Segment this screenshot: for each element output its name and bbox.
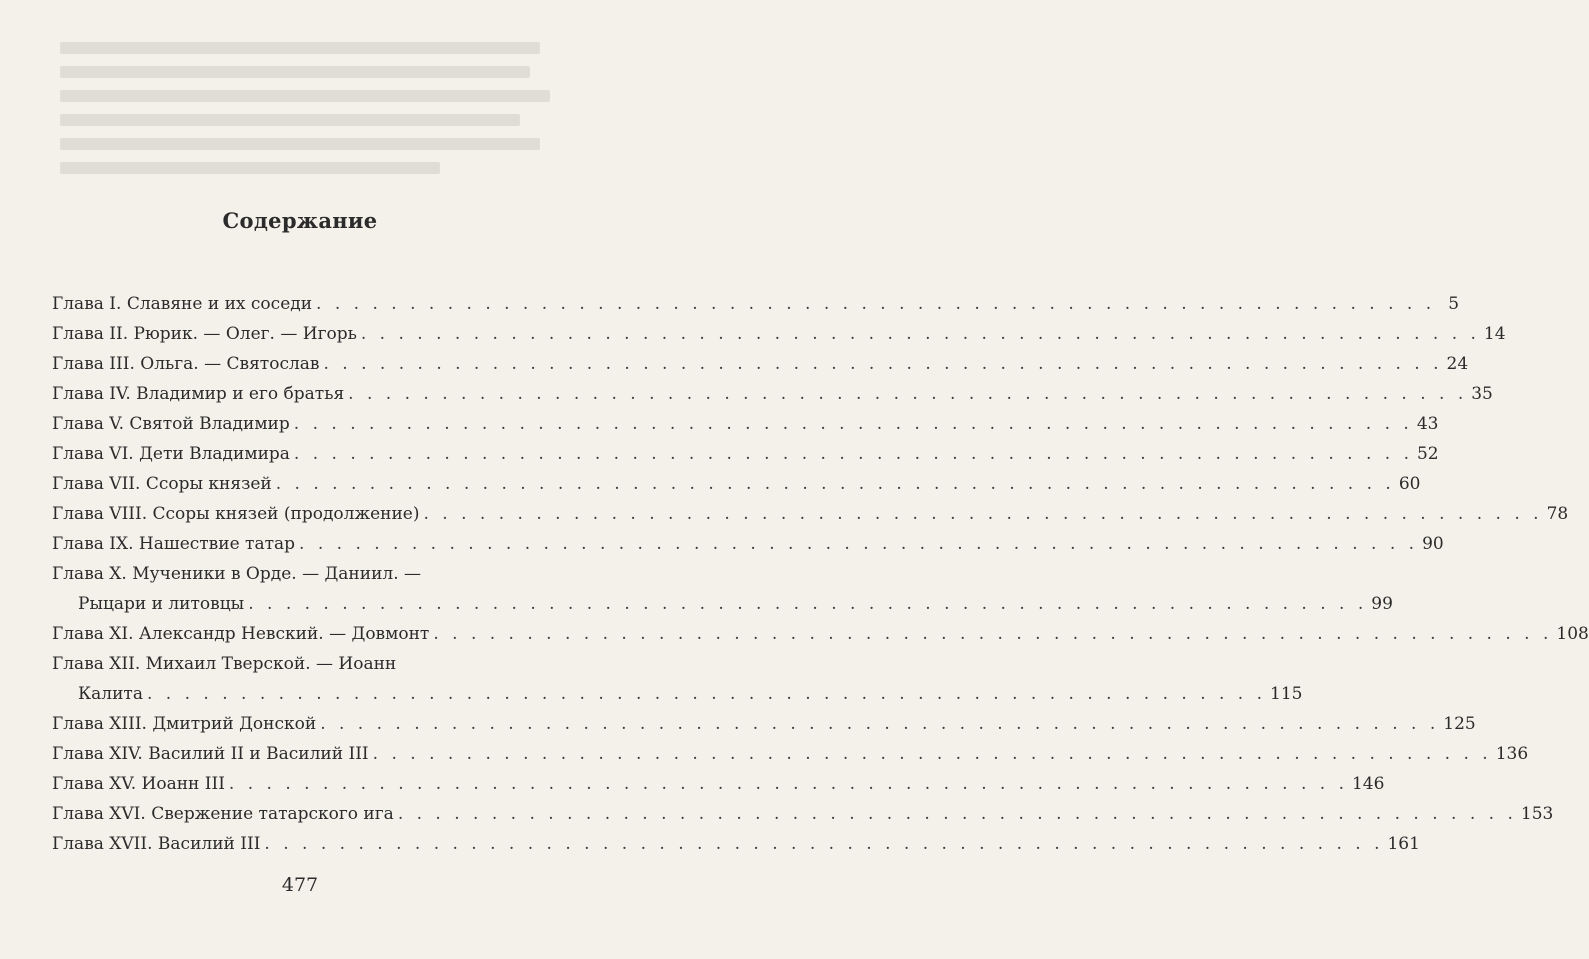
toc-entry-title: Глава XII. Михаил Тверской. — Иоанн bbox=[52, 654, 397, 674]
toc-entry bbox=[52, 624, 1589, 654]
dot-leader: . . . . . . . . . . . . . . . . . . . . . . . . . . . . . . . . . . . . . . . . . . . . . . . . . . . . . . . . . . . . bbox=[228, 774, 1348, 794]
dot-leader: . . . . . . . . . . . . . . . . . . . . . . . . . . . . . . . . . . . . . . . . . . . . . . . . . . . . . . . . . . . . bbox=[293, 444, 1413, 464]
toc-entry-title: Глава X. Мученики в Орде. — Даниил. — bbox=[52, 564, 422, 584]
toc-entry bbox=[52, 474, 1421, 504]
dot-leader: . . . . . . . . . . . . . . . . . . . . . . . . . . . . . . . . . . . . . . . . . . . . . . . . . . . . . . . . . . . . bbox=[275, 474, 1395, 494]
toc-entry-page: 115 bbox=[1270, 684, 1303, 704]
toc-entry-page: 108 bbox=[1556, 624, 1589, 644]
dot-leader: . . . . . . . . . . . . . . . . . . . . . . . . . . . . . . . . . . . . . . . . . . . . . . . . . . . . . . . . . . . . bbox=[397, 804, 1517, 824]
toc-entry-title: Глава VI. Дети Владимира bbox=[52, 444, 290, 464]
dot-leader: . . . . . . . . . . . . . . . . . . . . . . . . . . . . . . . . . . . . . . . . . . . . . . . . . . . . . . . . . . . . bbox=[248, 594, 1368, 614]
dot-leader: . . . . . . . . . . . . . . . . . . . . . . . . . . . . . . . . . . . . . . . . . . . . . . . . . . . . . . . . . . . . bbox=[264, 834, 1384, 854]
toc-entry bbox=[52, 384, 1493, 414]
show-through-text bbox=[0, 0, 600, 200]
toc-entry-title: Глава XI. Александр Невский. — Довмонт bbox=[52, 624, 430, 644]
table-of-contents bbox=[52, 294, 1589, 864]
page-number: 477 bbox=[281, 874, 319, 896]
toc-entry-title: Глава II. Рюрик. — Олег. — Игорь bbox=[52, 324, 357, 344]
dot-leader: . . . . . . . . . . . . . . . . . . . . . . . . . . . . . . . . . . . . . . . . . . . . . . . . . . . . . . . . . . . . bbox=[423, 504, 1543, 524]
toc-entry-title: Глава XV. Иоанн III bbox=[52, 774, 225, 794]
toc-entry-title: Глава V. Святой Владимир bbox=[52, 414, 290, 434]
toc-entry bbox=[52, 444, 1439, 474]
dot-leader: . . . . . . . . . . . . . . . . . . . . . . . . . . . . . . . . . . . . . . . . . . . . . . . . . . . . . . . . . . . . bbox=[316, 294, 1436, 314]
toc-entry bbox=[52, 504, 1569, 534]
page-title: Содержание bbox=[222, 208, 378, 233]
toc-entry-title: Глава XIII. Дмитрий Донской bbox=[52, 714, 317, 734]
toc-entry bbox=[52, 744, 1529, 774]
dot-leader: . . . . . . . . . . . . . . . . . . . . . . . . . . . . . . . . . . . . . . . . . . . . . . . . . . . . . . . . . . . . bbox=[348, 384, 1468, 404]
dot-leader: . . . . . . . . . . . . . . . . . . . . . . . . . . . . . . . . . . . . . . . . . . . . . . . . . . . . . . . . . . . . bbox=[146, 684, 1267, 704]
toc-entry-page: 78 bbox=[1546, 504, 1569, 524]
toc-entry-title: Рыцари и литовцы bbox=[78, 594, 245, 614]
toc-entry bbox=[52, 684, 1303, 714]
toc-entry-page: 52 bbox=[1416, 444, 1439, 464]
toc-entry-title: Глава VIII. Ссоры князей (продолжение) bbox=[52, 504, 420, 524]
toc-entry-page: 146 bbox=[1351, 774, 1385, 794]
toc-entry bbox=[52, 564, 522, 594]
toc-entry-page: 35 bbox=[1471, 384, 1493, 404]
dot-leader: . . . . . . . . . . . . . . . . . . . . . . . . . . . . . . . . . . . . . . . . . . . . . . . . . . . . . . . . . . . . bbox=[320, 714, 1440, 734]
toc-entry-title: Глава III. Ольга. — Святослав bbox=[52, 354, 320, 374]
toc-entry-page: 153 bbox=[1520, 804, 1554, 824]
toc-entry-title: Калита bbox=[78, 684, 143, 704]
toc-entry bbox=[52, 294, 1460, 324]
toc-entry-title: Глава I. Славяне и их соседи bbox=[52, 294, 313, 314]
toc-entry bbox=[52, 774, 1385, 804]
toc-entry bbox=[52, 354, 1469, 384]
toc-entry bbox=[52, 834, 1420, 864]
dot-leader: . . . . . . . . . . . . . . . . . . . . . . . . . . . . . . . . . . . . . . . . . . . . . . . . . . . . . . . . . . . . bbox=[433, 624, 1553, 644]
toc-entry-page: 14 bbox=[1483, 324, 1506, 344]
dot-leader: . . . . . . . . . . . . . . . . . . . . . . . . . . . . . . . . . . . . . . . . . . . . . . . . . . . . . . . . . . . . bbox=[372, 744, 1492, 764]
toc-entry-title: Глава IV. Владимир и его братья bbox=[52, 384, 345, 404]
toc-entry bbox=[52, 654, 522, 684]
toc-entry-page: 43 bbox=[1416, 414, 1439, 434]
toc-entry-title: Глава XIV. Василий II и Василий III bbox=[52, 744, 369, 764]
toc-entry bbox=[52, 414, 1439, 444]
dot-leader: . . . . . . . . . . . . . . . . . . . . . . . . . . . . . . . . . . . . . . . . . . . . . . . . . . . . . . . . . . . . bbox=[323, 354, 1443, 374]
toc-entry-page: 161 bbox=[1387, 834, 1420, 854]
toc-entry-page: 24 bbox=[1446, 354, 1469, 374]
toc-entry-page: 60 bbox=[1398, 474, 1421, 494]
toc-entry-page: 90 bbox=[1422, 534, 1444, 554]
toc-entry-page: 125 bbox=[1443, 714, 1476, 734]
dot-leader: . . . . . . . . . . . . . . . . . . . . . . . . . . . . . . . . . . . . . . . . . . . . . . . . . . . . . . . . . . . . bbox=[293, 414, 1413, 434]
toc-entry-title: Глава VII. Ссоры князей bbox=[52, 474, 272, 494]
toc-entry bbox=[52, 804, 1554, 834]
dot-leader: . . . . . . . . . . . . . . . . . . . . . . . . . . . . . . . . . . . . . . . . . . . . . . . . . . . . . . . . . . . . bbox=[299, 534, 1419, 554]
toc-entry bbox=[52, 594, 1393, 624]
toc-entry-title: Глава IX. Нашествие татар bbox=[52, 534, 296, 554]
toc-entry bbox=[52, 324, 1506, 354]
toc-entry-title: Глава XVI. Свержение татарского ига bbox=[52, 804, 394, 824]
toc-entry-title: Глава XVII. Василий III bbox=[52, 834, 261, 854]
dot-leader: . . . . . . . . . . . . . . . . . . . . . . . . . . . . . . . . . . . . . . . . . . . . . . . . . . . . . . . . . . . . bbox=[360, 324, 1480, 344]
toc-entry-page: 5 bbox=[1448, 294, 1460, 314]
toc-entry bbox=[52, 714, 1476, 744]
toc-entry bbox=[52, 534, 1444, 564]
toc-entry-page: 99 bbox=[1371, 594, 1393, 614]
toc-entry-page: 136 bbox=[1495, 744, 1529, 764]
